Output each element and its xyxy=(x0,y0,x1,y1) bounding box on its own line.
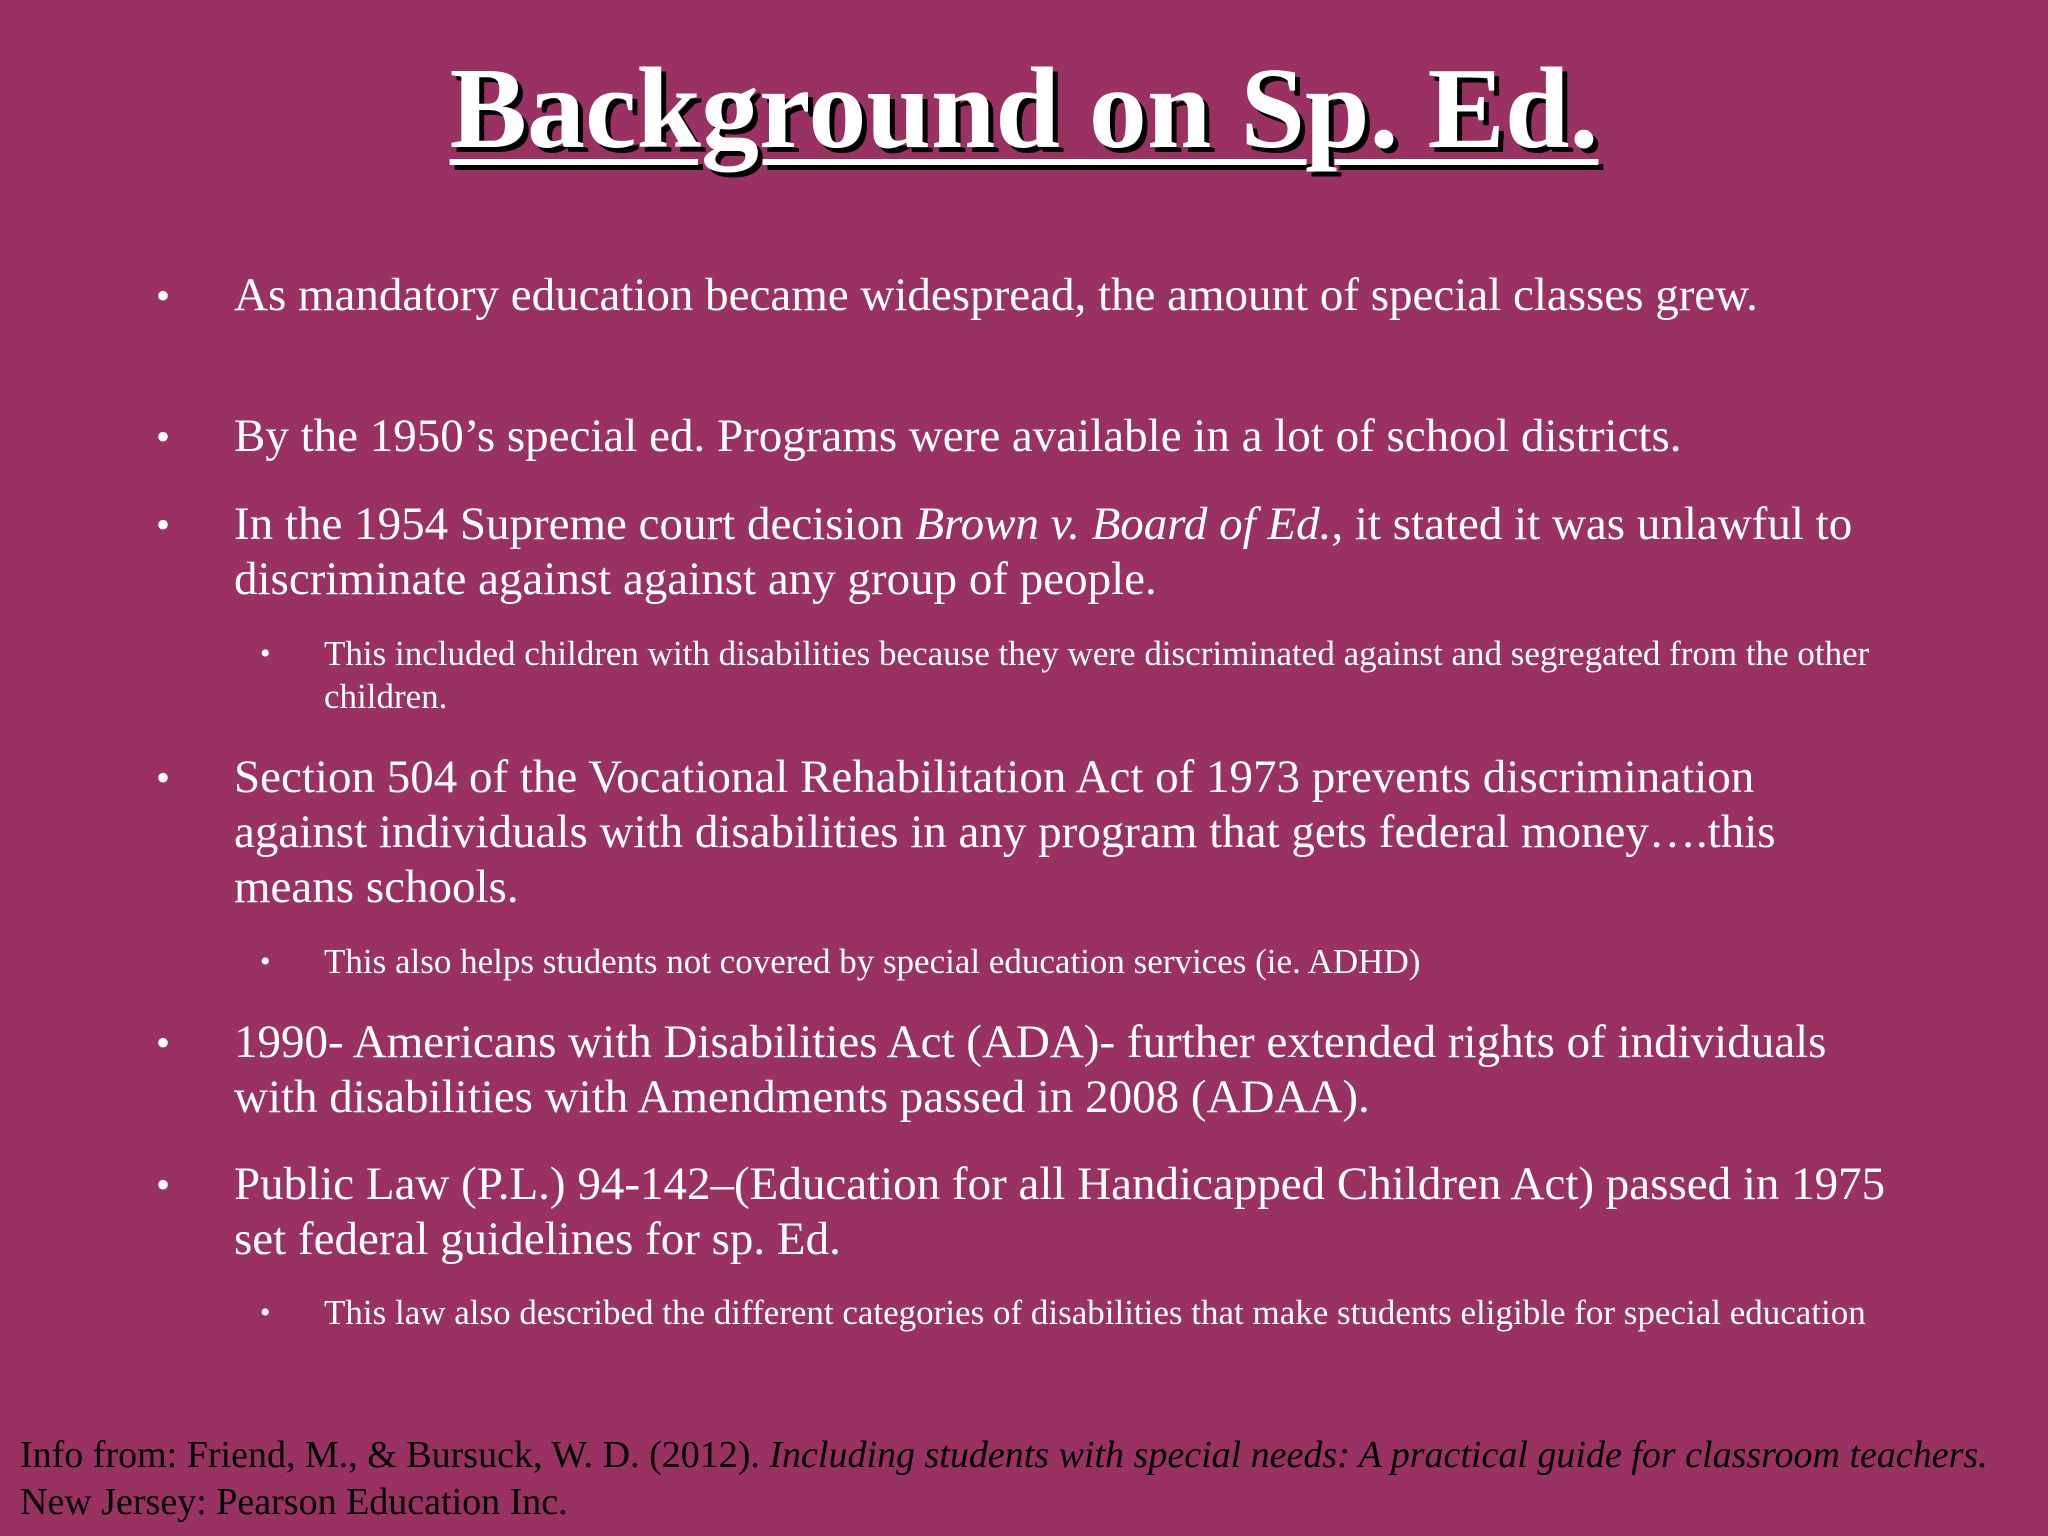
bullet-dot-icon: • xyxy=(156,502,171,547)
sub-bullet-text: This law also described the different categories of disabilities that make students eligible for special education xyxy=(324,1293,1866,1332)
bullet-text: As mandatory education became widespread, the amount of special classes grew. xyxy=(234,269,1758,321)
bullet-text: By the 1950’s special ed. Programs were available in a lot of school districts. xyxy=(234,410,1682,462)
sub-bullet-item xyxy=(260,1291,1884,1334)
sub-bullet-dot-icon: • xyxy=(260,637,271,670)
citation-book-title: Including students with special needs: A practical guide for classroom teachers. xyxy=(769,1434,1988,1476)
sub-bullet-item xyxy=(260,632,1884,718)
sub-bullet-text: This included children with disabilities because they were discriminated against and segregated from the other children. xyxy=(324,634,1870,716)
bullet-item xyxy=(156,497,1894,607)
slide-title xyxy=(0,44,2048,174)
bullet-item xyxy=(156,268,1894,323)
bullet-item xyxy=(156,1015,1894,1125)
bullet-item xyxy=(156,409,1894,464)
bullet-item xyxy=(156,750,1894,915)
case-name: Brown v. Board of Ed., xyxy=(915,498,1344,550)
sub-bullet-dot-icon: • xyxy=(260,1296,271,1329)
bullet-text-tail: it stated it was unlawful to discriminate against against any group of people. xyxy=(234,498,1853,605)
citation xyxy=(20,1432,2030,1526)
bullet-item xyxy=(156,1157,1894,1267)
bullet-text-lead: In the 1954 Supreme court decision xyxy=(234,498,916,550)
bullet-dot-icon: • xyxy=(156,755,171,800)
bullet-text: 1990- Americans with Disabilities Act (ADA)- further extended rights of individuals with disabilities with Amendments passed in 2008 (ADAA). xyxy=(234,1016,1827,1123)
bullet-dot-icon: • xyxy=(156,414,171,459)
sub-bullet-text: This also helps students not covered by special education services (ie. ADHD) xyxy=(324,942,1421,981)
bullet-dot-icon: • xyxy=(156,1020,171,1065)
citation-publisher: New Jersey: Pearson Education Inc. xyxy=(20,1481,568,1523)
bullet-dot-icon: • xyxy=(156,273,171,318)
slide-title-text: Background on Sp. Ed. xyxy=(449,45,1599,173)
citation-lead: Info from: Friend, M., & Bursuck, W. D. (2012). xyxy=(20,1434,770,1476)
bullet-dot-icon: • xyxy=(156,1162,171,1207)
bullet-text: Public Law (P.L.) 94-142–(Education for all Handicapped Children Act) passed in 1975 set federal guidelines for sp. Ed. xyxy=(234,1158,1886,1265)
sub-bullet-item xyxy=(260,940,1884,983)
sub-bullet-dot-icon: • xyxy=(260,945,271,978)
bullet-text: Section 504 of the Vocational Rehabilitation Act of 1973 prevents discrimination against individuals with disabilities in any program that gets federal money….this means schools. xyxy=(234,751,1776,913)
